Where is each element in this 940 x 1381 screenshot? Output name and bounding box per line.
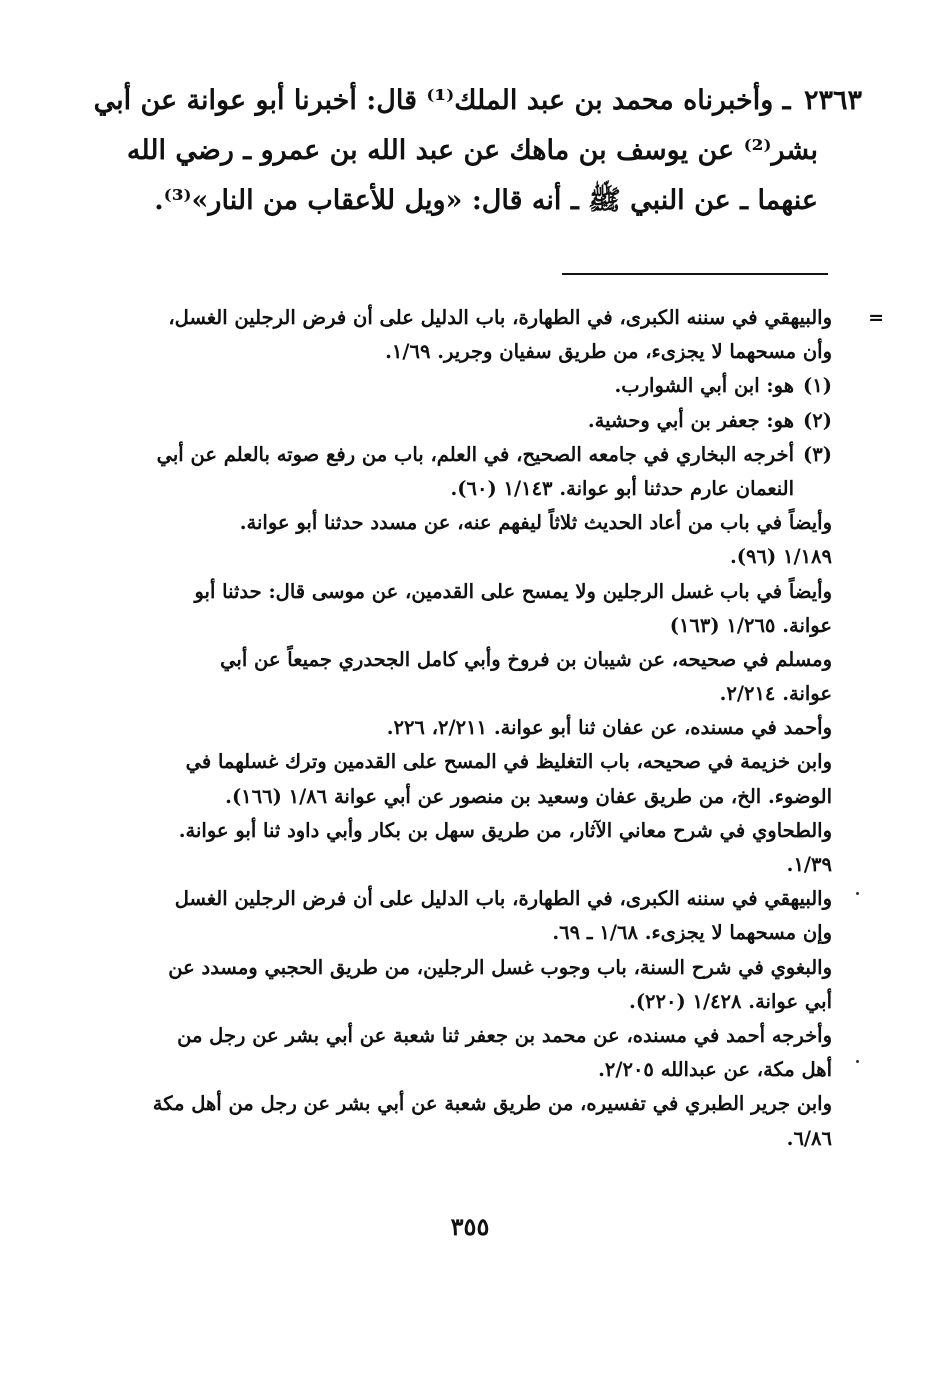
footnote-line: الوضوء. الخ، من طريق عفان وسعيد بن منصور عن أبي عوانة ١/٨٦ (١٦٦).	[225, 784, 832, 808]
footnote-label: (٢)	[803, 408, 832, 432]
footnote-label: (١)	[803, 374, 832, 398]
footnote-line: وابن خزيمة في صحيحه، باب التغليظ في المسح على القدمين وترك غسلهما في	[185, 750, 832, 774]
scan-speck	[856, 1060, 859, 1063]
footnote-line: والطحاوي في شرح معاني الآثار، من طريق سهل بن بكار وأبي داود ثنا أبو عوانة.	[178, 818, 832, 842]
footnote-line: والبيهقي في سننه الكبرى، في الطهارة، باب الدليل على أن فرض الرجلين الغسل	[174, 887, 832, 911]
footnote-line: والبغوي في شرح السنة، باب وجوب غسل الرجلين، من طريق الحجبي ومسدد عن	[168, 955, 832, 979]
footnote-divider	[562, 273, 828, 275]
footnote-line: ومسلم في صحيحه، عن شيبان بن فروخ وأبي كامل الجحدري جميعاً عن أبي	[220, 647, 832, 671]
footnote-2: (٢)هو: جعفر بن أبي وحشية.	[152, 404, 832, 438]
footnote-line: وإن مسحهما لا يجزىء. ١/٦٨ ـ ٦٩.	[552, 921, 832, 945]
footnote-line: وأن مسحهما لا يجزىء، من طريق سفيان وجرير. ١/٦٩.	[385, 340, 832, 364]
footnote-line: أهل مكة، عن عبدالله ٢/٢٠٥.	[598, 1058, 832, 1082]
scan-speck	[856, 892, 859, 895]
footnote-line: وأيضاً في باب غسل الرجلين ولا يمسح على القدمين، عن موسى قال: حدثنا أبو	[194, 579, 832, 603]
footnote-1: (١)هو: ابن أبي الشوارب.	[152, 369, 832, 403]
footnote-line: وابن جرير الطبري في تفسيره، من طريق شعبة عن أبي بشر عن رجل من أهل مكة	[152, 1092, 832, 1116]
continuation-marker: =	[868, 307, 884, 329]
hadith-line-2: بشر⁽²⁾ عن يوسف بن ماهك عن عبد الله بن عمرو ـ رضي الله	[126, 135, 818, 166]
footnote-label: (٣)	[803, 442, 832, 466]
hadith-line-1: ٢٣٦٣ ـ وأخبرناه محمد بن عبد الملك⁽¹⁾ قال: أخبرنا أبو عوانة عن أبي	[93, 85, 862, 116]
footnote-line: ١/١٨٩ (٩٦).	[729, 545, 832, 569]
footnote-3: (٣)أخرجه البخاري في جامعه الصحيح، في العلم، باب من رفع صوته بالعلم عن أبي	[152, 438, 832, 472]
footnote-line: والبيهقي في سننه الكبرى، في الطهارة، باب الدليل على أن فرض الرجلين الغسل،	[168, 306, 832, 329]
footnote-line: النعمان عارم حدثنا أبو عوانة. ١/١٤٣ (٦٠).	[450, 476, 794, 500]
hadith-line-3: عنهما ـ عن النبي ﷺ ـ أنه قال: «ويل للأعقاب من النار»⁽³⁾.	[154, 185, 818, 216]
footnote-line: وأحمد في مسنده، عن عفان ثنا أبو عوانة. ٢/٢١١، ٢٢٦.	[386, 716, 832, 740]
page-number: ٣٥٥	[450, 1212, 490, 1241]
footnotes	[152, 301, 884, 1156]
footnote-line: عوانة. ٢/٢١٤.	[719, 682, 832, 706]
footnote-line: وأخرجه أحمد في مسنده، عن محمد بن جعفر ثنا شعبة عن أبي بشر عن رجل من	[177, 1023, 832, 1047]
hadith-number: ٢٣٦٣	[803, 85, 862, 116]
footnote-line: وأيضاً في باب من أعاد الحديث ثلاثاً ليفهم عنه، عن مسدد حدثنا أبو عوانة.	[239, 511, 832, 535]
footnote-line: ١/٣٩.	[786, 853, 832, 876]
footnote-line: ٦/٨٦.	[786, 1126, 832, 1150]
hadith-text	[92, 76, 862, 226]
footnote-line: أبي عوانة. ١/٤٢٨ (٢٢٠).	[629, 989, 832, 1013]
footnote-line: عوانة. ١/٢٦٥ (١٦٣)	[669, 613, 832, 637]
